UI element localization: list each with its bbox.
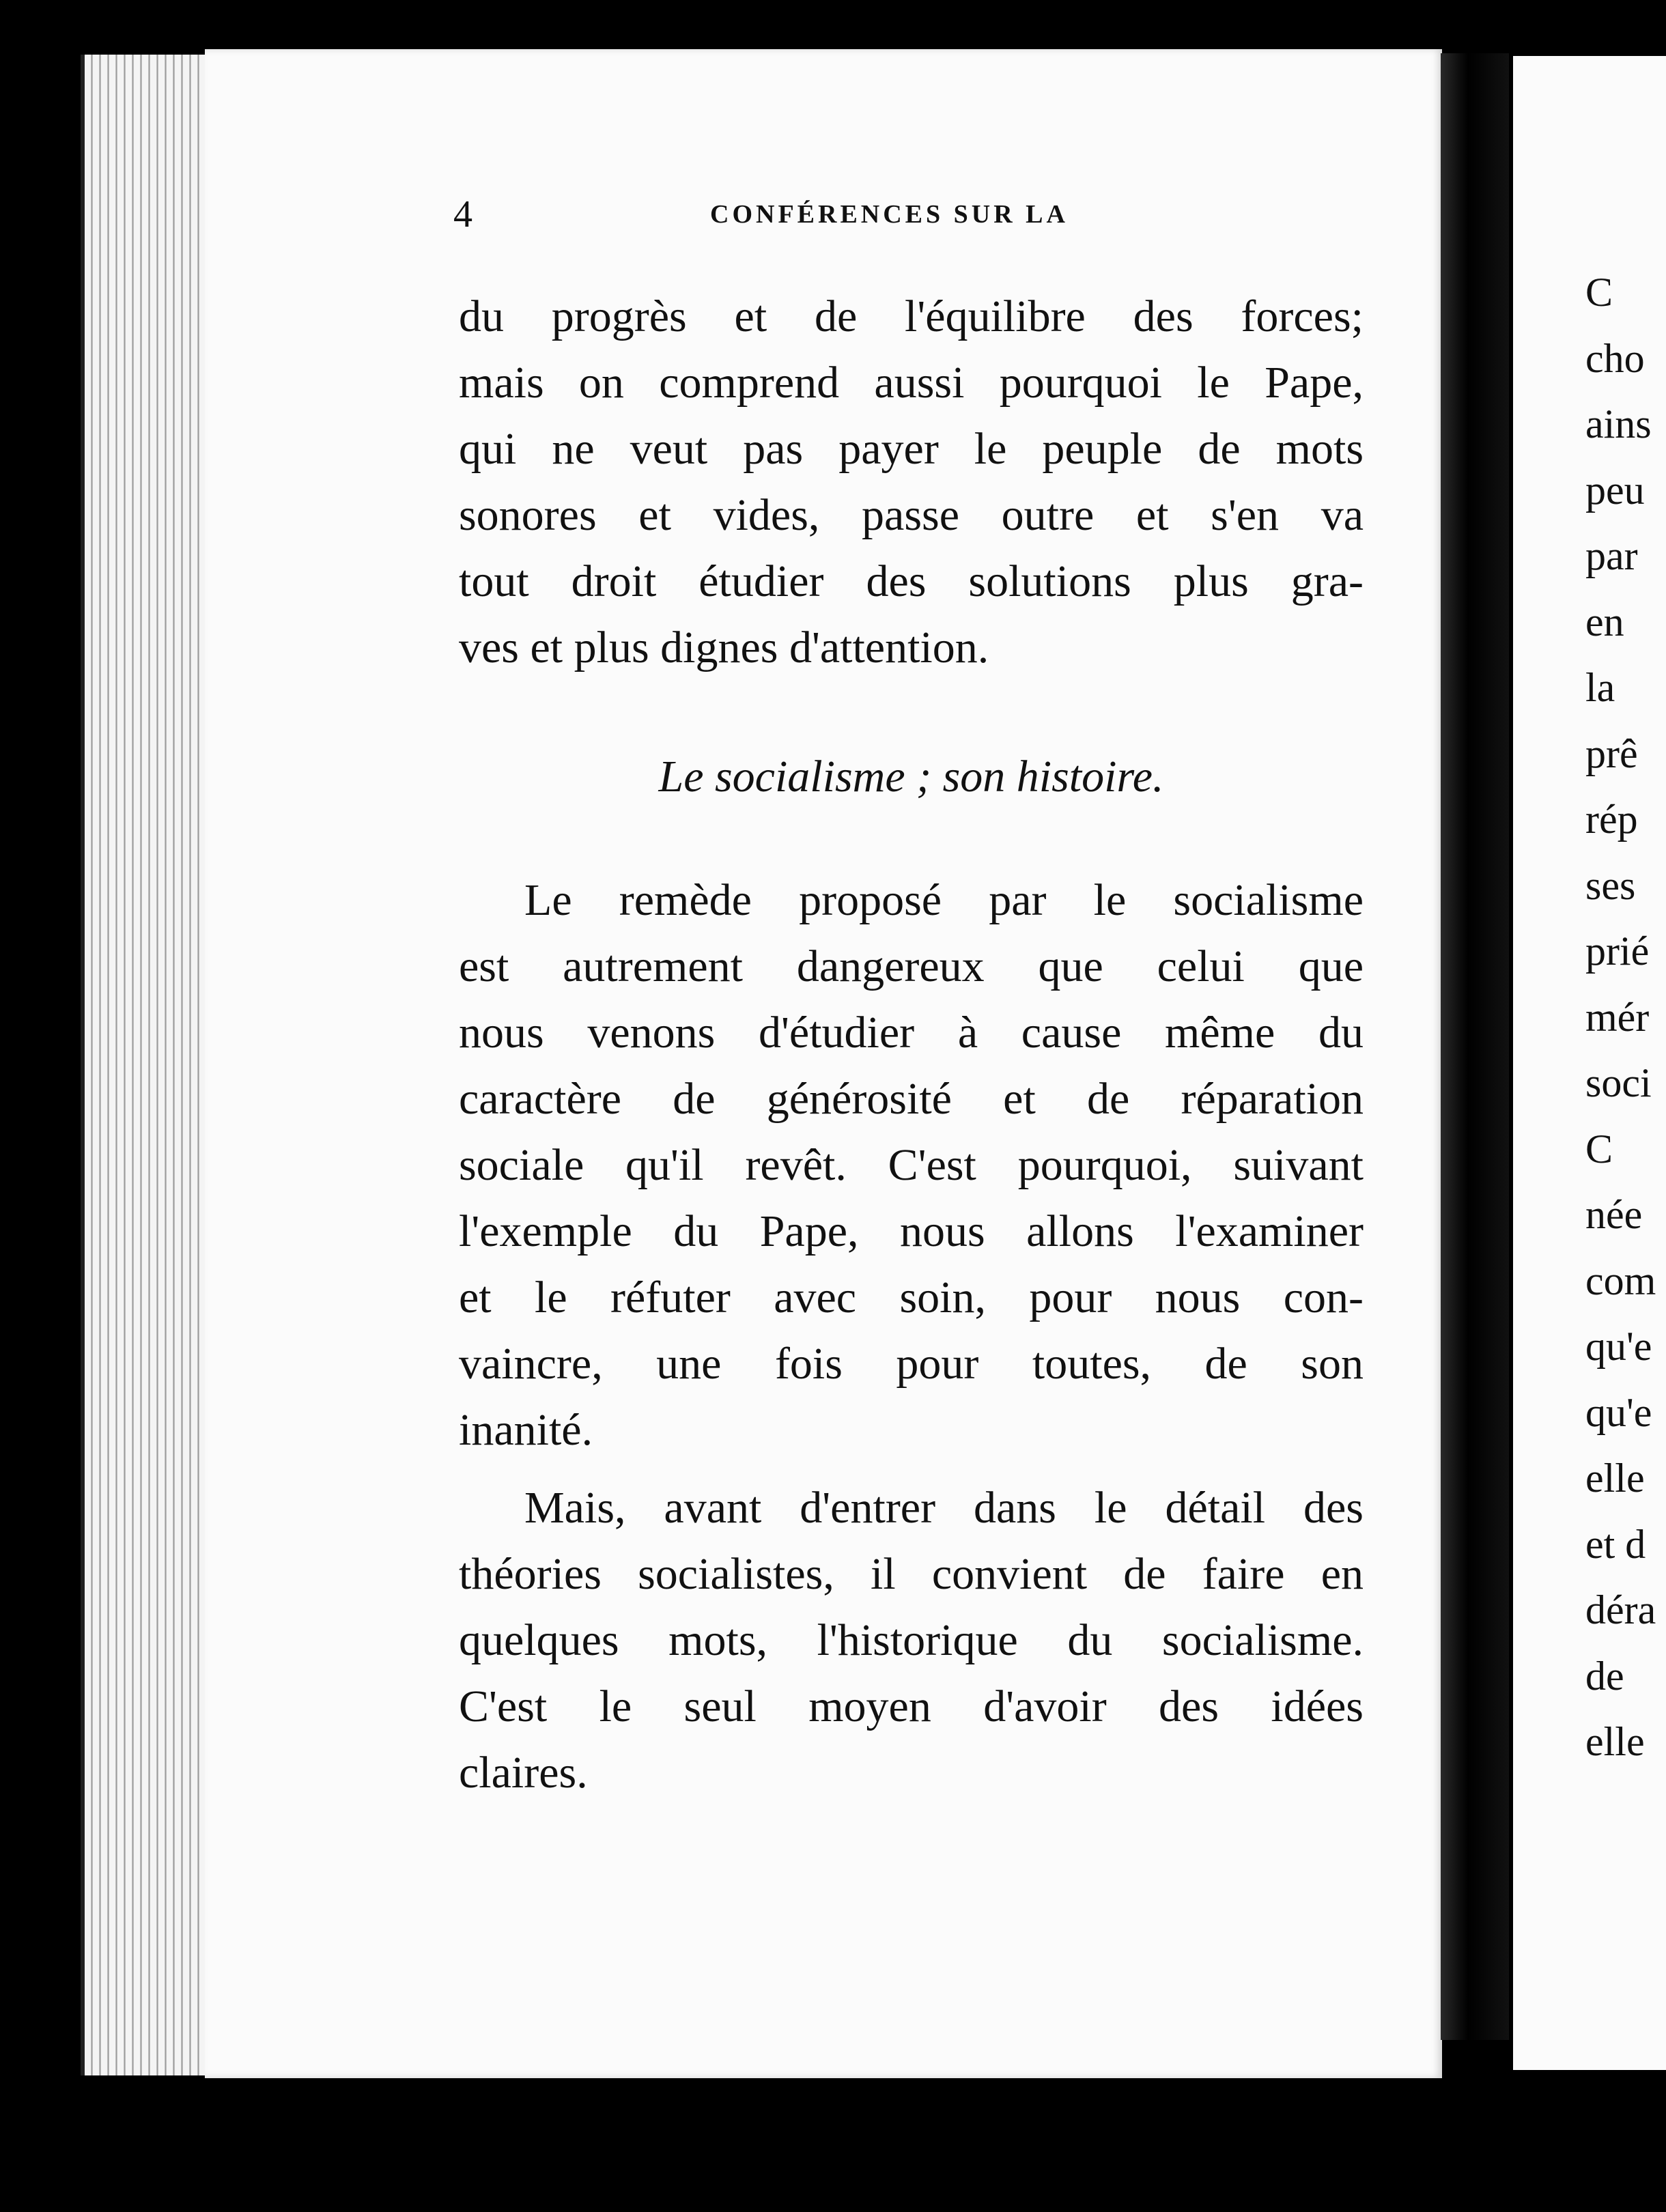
right-page-line: rép — [1585, 797, 1638, 842]
right-page-line: ains — [1585, 401, 1652, 446]
right-page-line: de — [1585, 1653, 1624, 1699]
text-line: quelques mots, l'historique du socialisme. — [459, 1615, 1364, 1665]
section-heading: Le socialisme ; son histoire. — [658, 752, 1164, 802]
right-page-line: née — [1585, 1192, 1643, 1237]
text-line: du progrès et de l'équilibre des forces; — [459, 292, 1364, 341]
text-line: et le réfuter avec soin, pour nous con- — [459, 1273, 1364, 1322]
right-page-line: prié — [1585, 928, 1650, 974]
page-number: 4 — [453, 193, 472, 236]
right-page-line: par — [1585, 533, 1638, 578]
page-header — [453, 193, 1382, 247]
right-page-line: la — [1585, 665, 1615, 710]
text-line: claires. — [459, 1748, 588, 1798]
text-line: caractère de générosité et de réparation — [459, 1074, 1364, 1124]
paragraph-1 — [459, 283, 1364, 681]
text-line: sonores et vides, passe outre et s'en va — [459, 490, 1364, 540]
text-line: inanité. — [459, 1405, 593, 1455]
right-page-line: prê — [1585, 731, 1638, 776]
right-page-line: en — [1585, 599, 1624, 644]
text-line: ves et plus dignes d'attention. — [459, 623, 989, 672]
right-page-line: C — [1585, 270, 1613, 315]
right-page-line: elle — [1585, 1719, 1645, 1764]
right-page-line: elle — [1585, 1456, 1645, 1501]
text-line: vaincre, une fois pour toutes, de son — [459, 1339, 1364, 1389]
right-page-line: C — [1585, 1126, 1613, 1172]
text-line: Mais, avant d'entrer dans le détail des — [524, 1483, 1364, 1533]
text-line: C'est le seul moyen d'avoir des idées — [459, 1682, 1364, 1731]
paragraph-2 — [459, 867, 1364, 1463]
book-gutter — [1441, 53, 1509, 2040]
text-line: nous venons d'étudier à cause même du — [459, 1008, 1364, 1058]
right-page-line: déra — [1585, 1587, 1656, 1632]
right-page-line: qu'e — [1585, 1389, 1652, 1435]
right-page-line: et d — [1585, 1521, 1646, 1567]
right-page-line: ses — [1585, 862, 1636, 908]
right-page-text — [1585, 259, 1666, 1775]
text-line: tout droit étudier des solutions plus gra- — [459, 556, 1364, 606]
text-line: Le remède proposé par le socialisme — [524, 875, 1364, 925]
right-page-line: soci — [1585, 1060, 1652, 1105]
text-line: l'exemple du Pape, nous allons l'examiner — [459, 1206, 1364, 1256]
text-line: sociale qu'il revêt. C'est pourquoi, suivant — [459, 1140, 1364, 1190]
right-page-line: com — [1585, 1258, 1656, 1303]
text-line: est autrement dangereux que celui que — [459, 941, 1364, 991]
right-page-line: cho — [1585, 335, 1645, 381]
right-page-line: mér — [1585, 994, 1650, 1040]
text-line: mais on comprend aussi pourquoi le Pape, — [459, 358, 1364, 408]
right-page-line: peu — [1585, 467, 1645, 513]
paragraph-3 — [459, 1475, 1364, 1806]
right-page-line: qu'e — [1585, 1324, 1652, 1369]
running-head: CONFÉRENCES SUR LA — [710, 200, 1069, 229]
text-line: qui ne veut pas payer le peuple de mots — [459, 424, 1364, 474]
text-line: théories socialistes, il convient de faire en — [459, 1549, 1364, 1599]
